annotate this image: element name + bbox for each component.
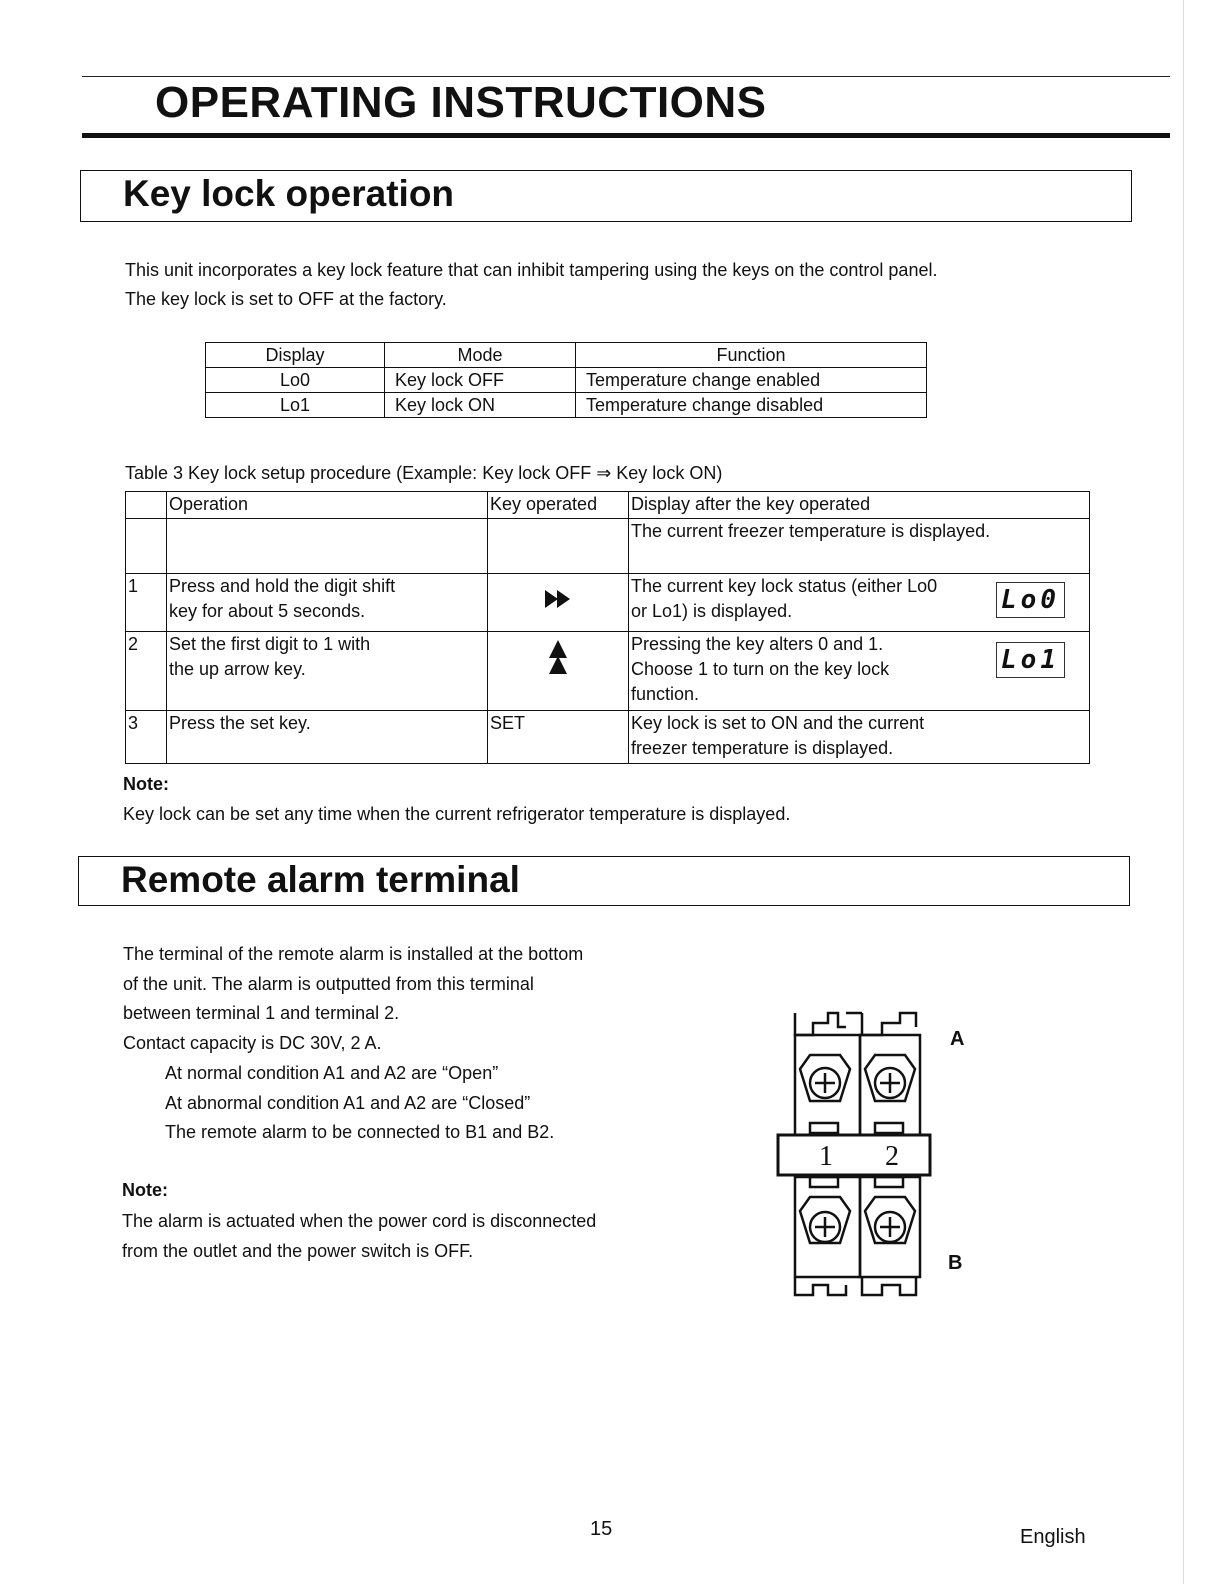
remote-alarm-section-header bbox=[78, 856, 1130, 906]
terminal-b-label: B bbox=[948, 1252, 963, 1274]
intro-line-1: This unit incorporates a key lock feature that can inhibit tampering using the keys on the control panel. bbox=[125, 260, 938, 280]
terminal-block-diagram bbox=[770, 1005, 970, 1305]
cell-key-operated bbox=[488, 574, 629, 632]
cell-key-operated bbox=[488, 632, 629, 711]
remote-alarm-section-title: Remote alarm terminal bbox=[121, 859, 520, 900]
table-row bbox=[206, 393, 927, 418]
terminal-2-label: 2 bbox=[885, 1141, 899, 1172]
table-row bbox=[206, 368, 927, 393]
key-lock-section-header bbox=[80, 170, 1132, 222]
header-step bbox=[126, 492, 167, 519]
key-lock-intro bbox=[125, 256, 1125, 314]
header-operation: Operation bbox=[167, 492, 488, 519]
cell-display-initial: The current freezer temperature is displayed. bbox=[629, 519, 1090, 574]
key-lock-section-title: Key lock operation bbox=[123, 173, 455, 214]
scan-edge-line bbox=[1183, 0, 1184, 1584]
table-header-row bbox=[126, 492, 1090, 519]
key-lock-procedure-table bbox=[125, 491, 1090, 764]
key-lock-note-label: Note: bbox=[123, 774, 169, 794]
header-function: Function bbox=[576, 343, 927, 368]
cell-key-operated: SET bbox=[488, 711, 629, 764]
cell-operation: Press and hold the digit shift key for about 5 seconds. bbox=[167, 574, 488, 632]
cell-operation: Set the first digit to 1 with the up arrow key. bbox=[167, 632, 488, 711]
header-display: Display bbox=[206, 343, 385, 368]
cell-step-num: 3 bbox=[126, 711, 167, 764]
cell-function: Temperature change enabled bbox=[576, 368, 927, 393]
header-bottom-rule bbox=[82, 133, 1170, 138]
remote-alarm-note-text: The alarm is actuated when the power cord is disconnected from the outlet and the power switch is OFF. bbox=[122, 1211, 597, 1261]
header-mode: Mode bbox=[385, 343, 576, 368]
lcd-display-lo1: Lo1 bbox=[996, 642, 1065, 678]
cell-step-num: 1 bbox=[126, 574, 167, 632]
remote-alarm-note-label: Note: bbox=[122, 1180, 168, 1200]
table-row bbox=[126, 632, 1090, 711]
table-row bbox=[126, 519, 1090, 574]
cell-step-num: 2 bbox=[126, 632, 167, 711]
cell-display-after: Key lock is set to ON and the current freezer temperature is displayed. bbox=[629, 711, 1090, 764]
cell-operation: Press the set key. bbox=[167, 711, 488, 764]
terminal-1-label: 1 bbox=[819, 1141, 833, 1172]
table-row bbox=[126, 711, 1090, 764]
up-arrow-icon bbox=[547, 638, 569, 678]
lcd-display-lo0: Lo0 bbox=[996, 582, 1065, 618]
header-key-operated: Key operated bbox=[488, 492, 629, 519]
table-row bbox=[126, 574, 1090, 632]
intro-line-2: The key lock is set to OFF at the factory. bbox=[125, 289, 447, 309]
cell-display-after: Pressing the key alters 0 and 1. Choose 1 to turn on the key lock function. Lo1 bbox=[629, 632, 1090, 711]
page-title: OPERATING INSTRUCTIONS bbox=[155, 78, 767, 127]
cell-display: Lo0 bbox=[206, 368, 385, 393]
terminal-a-label: A bbox=[950, 1028, 965, 1050]
cell-display: Lo1 bbox=[206, 393, 385, 418]
cell-mode: Key lock ON bbox=[385, 393, 576, 418]
header-top-rule bbox=[82, 76, 1170, 77]
table-header-row bbox=[206, 343, 927, 368]
cell-display-after: The current key lock status (either Lo0 or Lo1) is displayed. Lo0 bbox=[629, 574, 1090, 632]
double-right-arrow-icon bbox=[543, 588, 573, 610]
table3-caption: Table 3 Key lock setup procedure (Example: Key lock OFF ⇒ Key lock ON) bbox=[125, 463, 723, 483]
header-display-after: Display after the key operated bbox=[629, 492, 1090, 519]
page-number: 15 bbox=[590, 1518, 613, 1540]
language-label: English bbox=[1020, 1526, 1086, 1548]
cell-function: Temperature change disabled bbox=[576, 393, 927, 418]
remote-alarm-description: The terminal of the remote alarm is installed at the bottom of the unit. The alarm is outputted from this terminal between terminal 1 and terminal 2. Contact capacity is DC 30V, 2 A. At normal condition A1 and A2 are “Open” At abnormal condition A1 and A2 are “Closed” The remote alarm to be connected to B1 and B2. bbox=[123, 944, 584, 1143]
cell-mode: Key lock OFF bbox=[385, 368, 576, 393]
key-lock-modes-table bbox=[205, 342, 927, 418]
key-lock-note-text: Key lock can be set any time when the current refrigerator temperature is displayed. bbox=[123, 804, 791, 824]
